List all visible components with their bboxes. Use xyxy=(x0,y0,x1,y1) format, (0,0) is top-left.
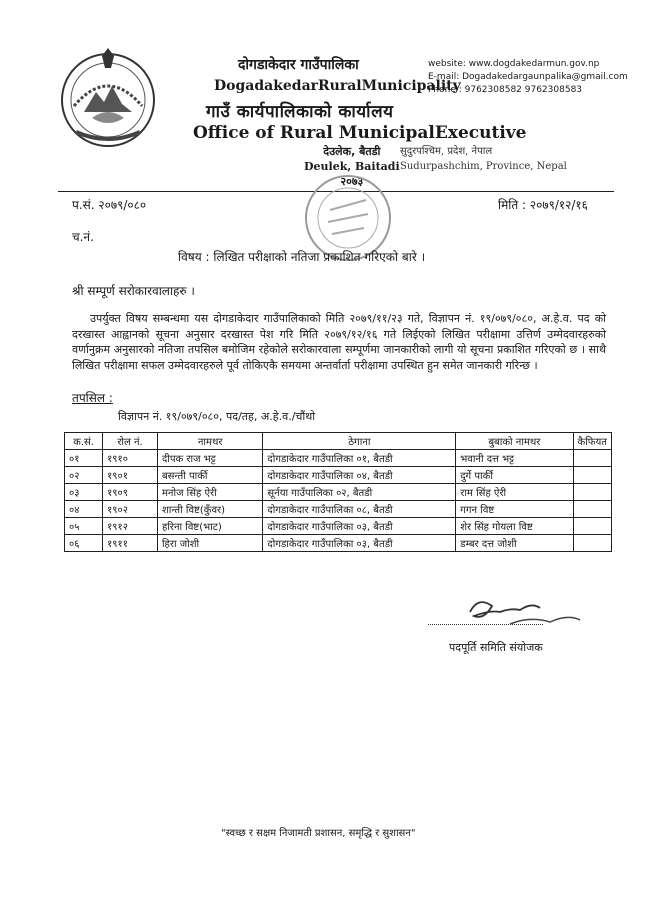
cell-roll: १९०९ xyxy=(103,484,158,501)
table-row xyxy=(65,501,612,518)
cell-sn: ०३ xyxy=(65,484,103,501)
letter-recipient: श्री सम्पूर्ण सरोकारवालाहरु । xyxy=(72,284,195,298)
established-year: २०७३ xyxy=(340,175,364,188)
col-header-name: नामथर xyxy=(157,433,262,450)
cell-name: बसन्ती पार्की xyxy=(157,467,262,484)
table-row xyxy=(65,484,612,501)
col-header-address: ठेगाना xyxy=(263,433,456,450)
cell-roll: १९०१ xyxy=(103,467,158,484)
table-row xyxy=(65,450,612,467)
cell-name: दीपक राज भट्ट xyxy=(157,450,262,467)
cell-sn: ०१ xyxy=(65,450,103,467)
cell-sn: ०६ xyxy=(65,535,103,552)
signer-title: पदपूर्ति समिति संयोजक xyxy=(449,641,543,654)
cell-remarks xyxy=(573,518,611,535)
cell-address: सूर्नया गाउँपालिका ०२, बैतडी xyxy=(263,484,456,501)
province-block xyxy=(400,144,567,174)
cell-address: दोगडाकेदार गाउँपालिका ०४, बैतडी xyxy=(263,467,456,484)
cell-sn: ०२ xyxy=(65,467,103,484)
cell-father: भवानी दत्त भट्ट xyxy=(456,450,573,467)
cell-sn: ०५ xyxy=(65,518,103,535)
province-nepali: सुदुरपश्चिम, प्रदेश, नेपाल xyxy=(400,146,493,157)
cell-name: मनोज सिंह ऐरी xyxy=(157,484,262,501)
municipality-name-nepali: दोगडाकेदार गाउँपालिका xyxy=(238,57,359,73)
col-header-remarks: कैफियत xyxy=(573,433,611,450)
col-header-father: बुबाको नामथर xyxy=(456,433,573,450)
cell-address: दोगडाकेदार गाउँपालिका ०३, बैतडी xyxy=(263,535,456,552)
cell-roll: १९१० xyxy=(103,450,158,467)
cell-name: शान्ती विष्ट(कुँवर) xyxy=(157,501,262,518)
reference-number: प.सं. २०७९/०८० xyxy=(72,198,147,212)
contact-block xyxy=(428,58,628,97)
cell-remarks xyxy=(573,535,611,552)
cell-roll: १९१२ xyxy=(103,518,158,535)
cell-name: हरिना विष्ट(भाट) xyxy=(157,518,262,535)
province-english: Sudurpashchim, Province, Nepal xyxy=(400,161,567,172)
location-english: Deulek, Baitadi xyxy=(304,160,400,173)
table-row xyxy=(65,518,612,535)
office-name-nepali: गाउँ कार्यपालिकाको कार्यालय xyxy=(206,102,394,122)
phone-text: Phone : 9762308582 9762308583 xyxy=(428,85,583,95)
email-link[interactable]: E-mail: Dogadakedargaunpalika@gmail.com xyxy=(428,72,628,82)
location-nepali: देउलेक, बैतडी xyxy=(323,145,381,158)
letter-subject: विषय : लिखित परीक्षाको नतिजा प्रकाशित गरिएको बारे । xyxy=(178,250,426,264)
cell-remarks xyxy=(573,450,611,467)
footer-slogan: "स्वच्छ र सक्षम निजामती प्रशासन, समृद्धि र सुशासन" xyxy=(221,828,416,839)
cell-sn: ०४ xyxy=(65,501,103,518)
cell-address: दोगडाकेदार गाउँपालिका ०८, बैतडी xyxy=(263,501,456,518)
col-header-roll: रोल नं. xyxy=(103,433,158,450)
cell-roll: १९०२ xyxy=(103,501,158,518)
dispatch-number: च.नं. xyxy=(72,230,94,244)
cell-father: शेर सिंह गोयला विष्ट xyxy=(456,518,573,535)
cell-father: गगन विष्ट xyxy=(456,501,573,518)
table-row xyxy=(65,467,612,484)
nepal-emblem-logo xyxy=(56,46,160,150)
cell-remarks xyxy=(573,501,611,518)
cell-address: दोगडाकेदार गाउँपालिका ०१, बैतडी xyxy=(263,450,456,467)
cell-father: डम्बर दत्त जोशी xyxy=(456,535,573,552)
cell-father: राम सिंह ऐरी xyxy=(456,484,573,501)
cell-name: हिरा जोशी xyxy=(157,535,262,552)
results-table xyxy=(64,432,612,552)
cell-address: दोगडाकेदार गाउँपालिका ०३, बैतडी xyxy=(263,518,456,535)
cell-remarks xyxy=(573,467,611,484)
table-header-row xyxy=(65,433,612,450)
handwritten-signature xyxy=(440,590,590,640)
signature-line xyxy=(428,624,543,625)
advertisement-line: विज्ञापन नं. १९/०७९/०८०, पद/तह, अ.हे.व./चौंथो xyxy=(118,410,316,423)
cell-father: दुर्गे पार्की xyxy=(456,467,573,484)
letter-date: मिति : २०७९/१२/१६ xyxy=(498,198,588,212)
letter-body: उपर्युक्त विषय सम्बन्धमा यस दोगडाकेदार गाउँपालिकाको मिति २०७९/११/२३ गते, विज्ञापन नं. १९/०७९/०८०, अ.हे.व. पद को दरखास्त आह्वानको सूचना अनुसार दरखास्त पेश गरि मिति २०७९/१२/१६ गते लिईएको लिखित परीक्षामा उत्तिर्ण उम्मेदवारहरुको वर्णानुक्रम अनुसारको नतिजा तपसिल बमोजिम रहेकोले सरोकारवाला सम्पूर्णमा जानकारीको लागी यो सूचना प्रकाशित गरिएको छ । साथै लिखित परीक्षामा सफल उम्मेदवारहरुले पूर्व तोकिएकै समयमा अन्तर्वार्ता परीक्षामा उपस्थित हुन समेत जानकारी गरिन्छ । xyxy=(72,312,606,372)
table-row xyxy=(65,535,612,552)
cell-roll: १९११ xyxy=(103,535,158,552)
details-heading: तपसिल : xyxy=(72,391,113,405)
col-header-sn: क.सं. xyxy=(65,433,103,450)
municipality-name-english: DogadakedarRuralMunicipality xyxy=(214,78,461,94)
website-link[interactable]: website: www.dogdakedarmun.gov.np xyxy=(428,59,600,69)
cell-remarks xyxy=(573,484,611,501)
office-name-english: Office of Rural MunicipalExecutive xyxy=(193,123,527,143)
